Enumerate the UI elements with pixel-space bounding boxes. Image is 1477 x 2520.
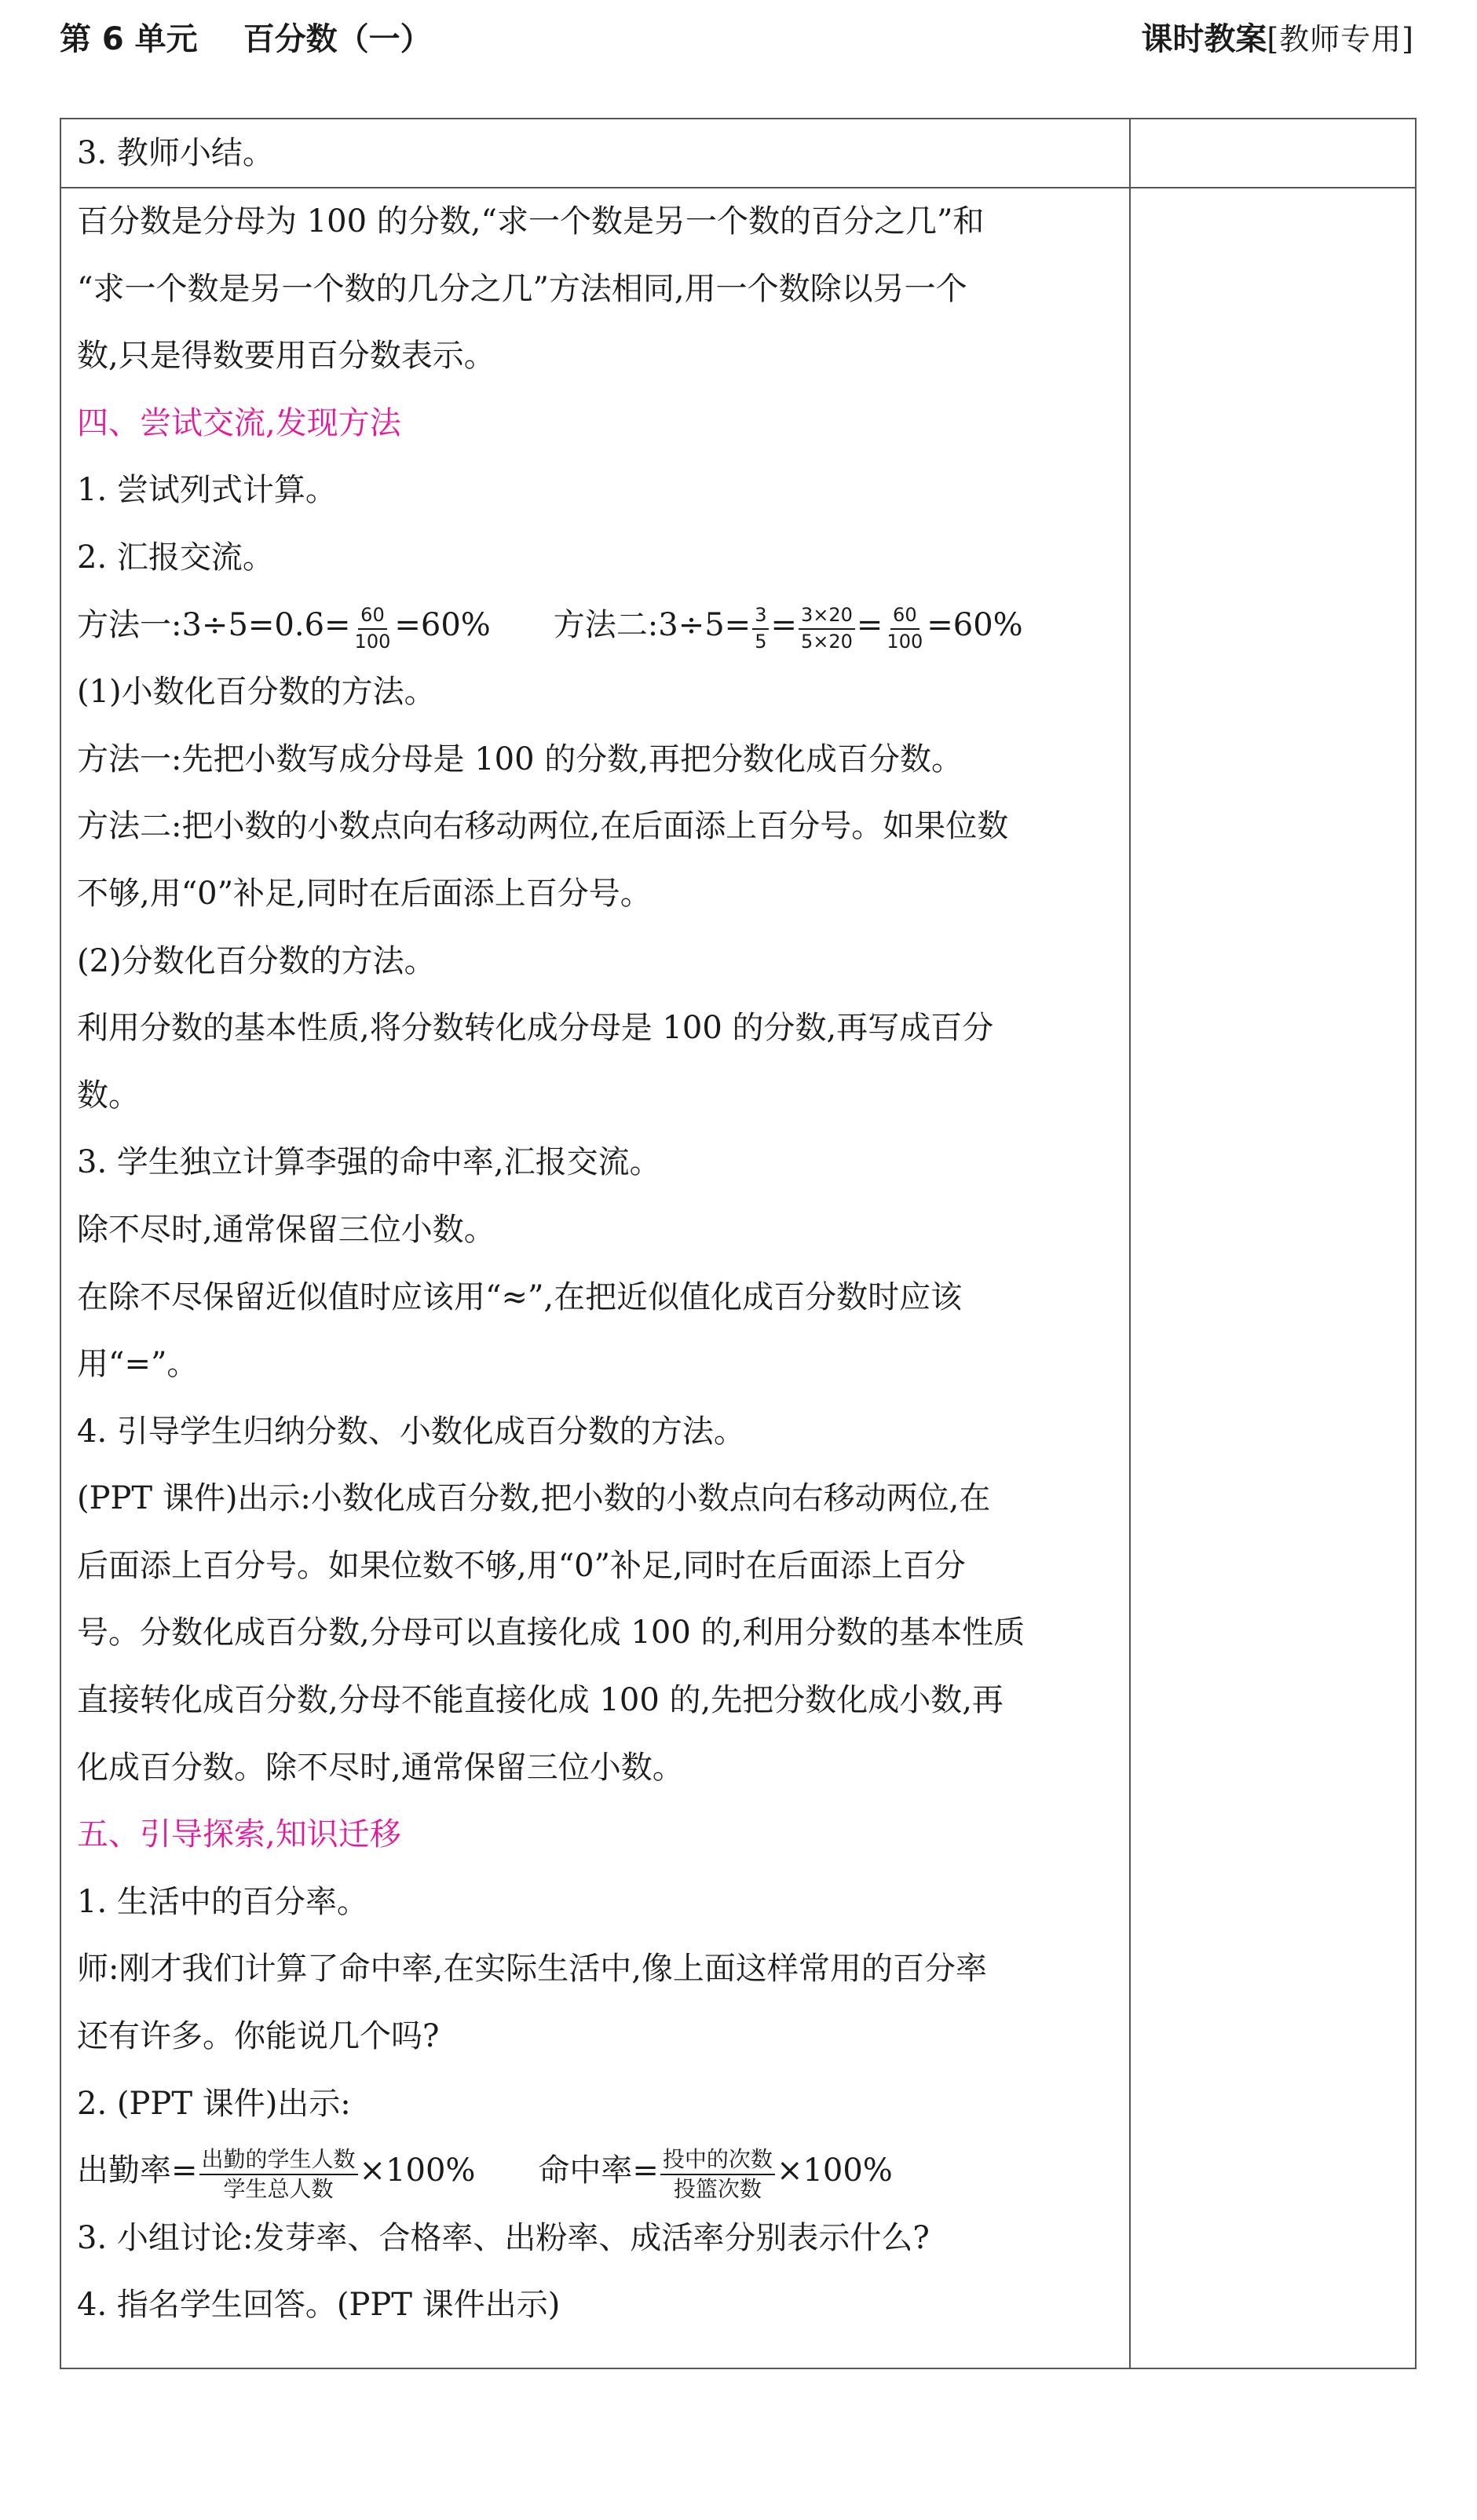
text-line: 利用分数的基本性质,将分数转化成分母是 100 的分数,再写成百分 [77, 1010, 994, 1047]
formula1-suffix: ×100% [359, 2152, 476, 2189]
text-line: 不够,用“0”补足,同时在后面添上百分号。 [77, 875, 652, 912]
text-line: “求一个数是另一个数的几分之几”方法相同,用一个数除以另一个 [77, 270, 967, 307]
text-line: 还有许多。你能说几个吗? [77, 2018, 440, 2055]
fraction: $\frac{\text{投中的次数}}{\text{投篮次数}}$ [660, 2147, 775, 2202]
fraction: $\frac{3\times 20}{5\times 20}$ [799, 605, 855, 653]
page-header-left [60, 16, 432, 63]
text-line: 化成百分数。除不尽时,通常保留三位小数。 [77, 1749, 684, 1786]
text-line: 1. 生活中的百分率。 [77, 1883, 368, 1920]
fraction: $\frac{60}{100}$ [354, 603, 391, 653]
text-line: 在除不尽保留近似值时应该用“≈”,在把近似值化成百分数时应该 [77, 1278, 963, 1315]
text-line: (2)分数化百分数的方法。 [77, 942, 436, 979]
rate-formulas [77, 2138, 1113, 2205]
formula2-suffix: ×100% [776, 2152, 893, 2189]
text-line: 除不尽时,通常保留三位小数。 [77, 1211, 495, 1248]
method2-suffix: =60% [927, 606, 1023, 643]
text-line: 3. 学生独立计算李强的命中率,汇报交流。 [77, 1144, 661, 1181]
formula2-prefix: 命中率= [538, 2152, 659, 2189]
text-line: 用“=”。 [77, 1346, 199, 1383]
text-line: 4. 指名学生回答。(PPT 课件出示) [77, 2287, 561, 2324]
text-line: (PPT 课件)出示:小数化成百分数,把小数的小数点向右移动两位,在 [77, 1480, 991, 1517]
text-line: 号。分数化成百分数,分母可以直接化成 100 的,利用分数的基本性质 [77, 1615, 1025, 1651]
text-line: 数。 [77, 1077, 140, 1114]
method1-prefix: 方法一:3÷5=0.6= [77, 606, 351, 643]
column-divider [1129, 119, 1131, 2368]
unit-label: 第 6 单元 [60, 21, 198, 57]
text-line: (1)小数化百分数的方法。 [77, 674, 436, 711]
fraction: $\frac{60}{100}$ [887, 603, 923, 653]
row-1-content: 3. 教师小结。 [77, 135, 274, 171]
text-line: 3. 小组讨论:发芽率、合格率、出粉率、成活率分别表示什么? [77, 2219, 930, 2256]
text-line: 师:刚才我们计算了命中率,在实际生活中,像上面这样常用的百分率 [77, 1951, 987, 1988]
lesson-table [60, 118, 1417, 2369]
text-line: 方法二:把小数的小数点向右移动两位,在后面添上百分号。如果位数 [77, 808, 1009, 845]
method2-prefix: 方法二:3÷5= [553, 606, 751, 643]
section-heading-5: 五、引导探索,知识迁移 [77, 1816, 401, 1853]
fraction: $\frac{3}{5}$ [752, 605, 769, 653]
page-header-right [1141, 16, 1414, 63]
unit-topic: 百分数（一） [243, 21, 432, 57]
teacher-tag: [教师专用] [1267, 22, 1414, 57]
text-line: 百分数是分母为 100 的分数,“求一个数是另一个数的百分之几”和 [77, 203, 985, 240]
text-line: 2. (PPT 课件)出示: [77, 2085, 351, 2122]
method1-suffix: =60% [394, 606, 491, 643]
doc-type: 课时教案 [1141, 21, 1267, 57]
text-line: 4. 引导学生归纳分数、小数化成百分数的方法。 [77, 1413, 745, 1450]
text-line: 方法一:先把小数写成分母是 100 的分数,再把分数化成百分数。 [77, 741, 963, 777]
text-line: 1. 尝试列式计算。 [77, 472, 337, 509]
text-line: 后面添上百分号。如果位数不够,用“0”补足,同时在后面添上百分 [77, 1547, 966, 1584]
section-heading-4: 四、尝试交流,发现方法 [77, 404, 401, 441]
row-2-content [77, 188, 1113, 2339]
fraction: $\frac{\text{出勤的学生人数}}{\text{学生总人数}}$ [199, 2147, 358, 2202]
text-line: 直接转化成百分数,分母不能直接化成 100 的,先把分数化成小数,再 [77, 1682, 1004, 1719]
text-line: 2. 汇报交流。 [77, 539, 274, 576]
formula1-prefix: 出勤率= [77, 2152, 198, 2189]
method-equations: 方法一:3÷5=0.6= $\frac{60}{100}$ =60% 方法二:3÷5= $\frac{3}{5}$ = $\frac{3\times 20}{5\times 20}$ = $\frac{60}{100}$ =60% [77, 603, 1023, 653]
text-line: 数,只是得数要用百分数表示。 [77, 338, 495, 375]
